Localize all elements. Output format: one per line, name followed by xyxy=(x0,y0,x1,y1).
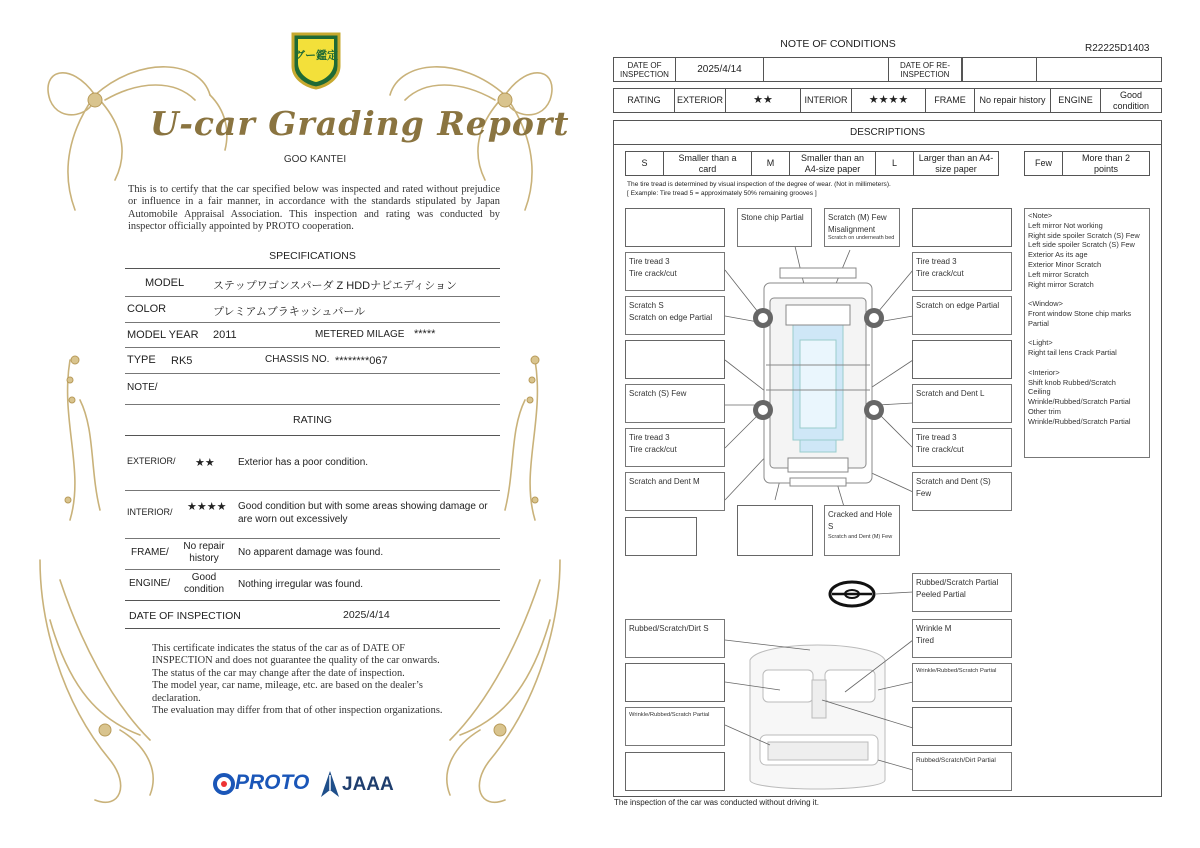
legend-few-desc: More than 2 points xyxy=(1062,151,1150,176)
report-subtitle: GOO KANTEI xyxy=(283,154,347,165)
box-rubbed-dirt-s: Rubbed/Scratch/Dirt S xyxy=(625,619,725,658)
box-line: Tired xyxy=(916,635,934,645)
condition-box-empty xyxy=(912,707,1012,746)
box-scratch-dent-l: Scratch and Dent L xyxy=(912,384,1012,423)
proto-logo-text: PROTO xyxy=(235,771,310,794)
engine-value: Good condition xyxy=(1100,88,1162,113)
note-line: <Interior> xyxy=(1028,367,1060,377)
footer-line: The model year, car name, mileage, etc. are based on the dealer’s xyxy=(152,680,423,692)
chassis-label: CHASSIS NO. xyxy=(265,354,330,365)
rating-exterior-row xyxy=(125,436,500,491)
note-line: Left side spoiler Scratch (S) Few xyxy=(1028,240,1135,250)
footer-line: The status of the car may change after the date of inspection. xyxy=(152,667,405,679)
box-line: Tire crack/cut xyxy=(629,444,677,454)
box-line: Peeled Partial xyxy=(916,589,966,599)
badge-text: グー鑑定 xyxy=(294,50,338,62)
jaaa-logo-text: JAAA xyxy=(342,774,394,795)
legend-s-desc: Smaller than a card xyxy=(663,151,752,176)
tire-note-line: [ Example: Tire tread 5 = approximately 50% remaining grooves ] xyxy=(627,190,817,197)
descriptions-heading: DESCRIPTIONS xyxy=(613,120,1162,145)
note-spacer xyxy=(1028,358,1146,368)
legend-s: S xyxy=(625,151,664,176)
box-tire-rear-right xyxy=(912,428,1012,467)
box-scratch-dent-m: Scratch and Dent M xyxy=(625,472,725,511)
interior-label: INTERIOR xyxy=(800,88,852,113)
certify-paragraph: This is to certify that the car specified below was inspected and rated without prejudice or influence in a fair manner, in accordance with the standards stipulated by Japan Automobile Appraisal Association. This inspection and rating was conducted by inspector officially appointed by PROTO cooperation. xyxy=(128,184,500,233)
box-tire-front-left xyxy=(625,252,725,291)
spec-type-row xyxy=(125,347,500,374)
rating-label: RATING xyxy=(613,88,675,113)
box-line: Scratch on edge Partial xyxy=(629,312,713,322)
note-line: Left mirror Not working xyxy=(1028,220,1103,230)
type-value: RK5 xyxy=(171,355,193,367)
exterior-label: EXTERIOR/ xyxy=(127,456,176,466)
box-wrinkle-left: Wrinkle/Rubbed/Scratch Partial xyxy=(625,707,725,746)
model-label: MODEL xyxy=(145,277,185,289)
notes-title: NOTE OF CONDITIONS xyxy=(780,38,896,50)
note-line: Shift knob Rubbed/Scratch xyxy=(1028,377,1116,387)
rating-frame-row xyxy=(125,538,500,570)
note-line: Right side spoiler Scratch (S) Few xyxy=(1028,230,1140,240)
condition-box-empty xyxy=(912,340,1012,379)
note-line: <Window> xyxy=(1028,299,1063,309)
note-label: NOTE/ xyxy=(127,382,158,393)
legend-few: Few xyxy=(1024,151,1063,176)
footer-line: INSPECTION and does not guarantee the quality of the car onwards. xyxy=(152,655,440,667)
box-misalignment xyxy=(824,208,900,247)
interior-label: INTERIOR/ xyxy=(127,507,173,517)
date-of-inspection-row xyxy=(125,601,500,629)
date-inspection-label: DATE OF INSPECTION xyxy=(613,57,676,82)
note-spacer xyxy=(1028,329,1146,339)
type-label: TYPE xyxy=(127,354,156,366)
tire-note-line: The tire tread is determined by visual inspection of the degree of wear. (Not in millimeters). xyxy=(627,181,891,188)
re-inspection-label: DATE OF RE-INSPECTION xyxy=(888,57,962,82)
box-line: Scratch S xyxy=(629,301,664,310)
rating-heading: RATING xyxy=(293,414,332,426)
footer-line: declaration. xyxy=(152,692,201,704)
exterior-value: ★★ xyxy=(725,88,801,113)
exterior-desc: Exterior has a poor condition. xyxy=(238,457,369,468)
note-line: Left mirror Scratch xyxy=(1028,269,1089,279)
spec-note-row xyxy=(125,373,500,405)
metered-label: METERED MILAGE xyxy=(315,329,405,340)
date-label: DATE OF INSPECTION xyxy=(129,610,241,622)
condition-box-empty xyxy=(625,752,725,791)
chassis-value: ********067 xyxy=(335,355,388,367)
jaaa-mark-icon xyxy=(320,770,340,798)
model-value: ステップワゴンスパーダ Z HDDナビエディション xyxy=(213,280,458,292)
note-panel xyxy=(1024,208,1150,458)
frame-value: No repair history xyxy=(183,541,225,564)
note-of-conditions xyxy=(600,0,1200,848)
inspection-footer: The inspection of the car was conducted without driving it. xyxy=(614,798,819,807)
condition-box-empty xyxy=(625,208,725,247)
note-line: Other trim xyxy=(1028,406,1061,416)
box-line: Tire crack/cut xyxy=(629,268,677,278)
report-title: U-car Grading Report xyxy=(150,104,570,143)
box-small-line: Scratch and Dent (M) Few xyxy=(828,534,893,540)
frame-value: No repair history xyxy=(974,88,1051,113)
interior-stars: ★★★★ xyxy=(187,501,227,513)
box-tire-rear-left xyxy=(625,428,725,467)
legend-l-desc: Larger than an A4-size paper xyxy=(913,151,999,176)
rating-engine-row xyxy=(125,569,500,601)
note-line: <Light> xyxy=(1028,338,1053,348)
engine-label: ENGINE xyxy=(1050,88,1101,113)
condition-box-empty xyxy=(737,505,813,556)
engine-desc: Nothing irregular was found. xyxy=(238,579,364,590)
note-line: Exterior As its age xyxy=(1028,250,1088,260)
box-small-line: Scratch on underneath bed xyxy=(828,235,895,241)
note-line: <Note> xyxy=(1028,211,1053,220)
box-stone-chip: Stone chip Partial xyxy=(737,208,812,247)
engine-label: ENGINE/ xyxy=(129,578,171,589)
note-line: Right tail lens Crack Partial xyxy=(1028,348,1117,358)
box-rubbed-dirt-partial: Rubbed/Scratch/Dirt Partial xyxy=(912,752,1012,791)
frame-label: FRAME/ xyxy=(131,547,169,558)
box-line: Cracked and Hole S xyxy=(828,510,893,531)
note-line: Ceiling xyxy=(1028,387,1051,397)
specifications-heading: SPECIFICATIONS xyxy=(269,250,356,262)
box-tire-front-right xyxy=(912,252,1012,291)
box-scratch-dent-s-few: Scratch and Dent (S) Few xyxy=(912,472,1012,511)
reference-number: R22225D1403 xyxy=(1085,43,1150,54)
condition-box-empty xyxy=(625,340,725,379)
engine-value: Good condition xyxy=(183,572,225,595)
box-scratch-s xyxy=(625,296,725,335)
interior-value: ★★★★ xyxy=(851,88,926,113)
footer-line: The evaluation may differ from that of other inspection organizations. xyxy=(152,705,443,717)
condition-box-empty xyxy=(625,517,697,556)
interior-desc: Good condition but with some areas showing damage or are worn out excessively xyxy=(238,501,488,525)
model-year-label: MODEL YEAR xyxy=(127,329,199,341)
frame-desc: No apparent damage was found. xyxy=(238,547,384,558)
box-line: Tire tread 3 xyxy=(916,433,957,442)
box-line: Scratch (M) Few xyxy=(828,213,887,222)
spec-year-row xyxy=(125,322,500,348)
box-wrinkle-right: Wrinkle/Rubbed/Scratch Partial xyxy=(912,663,1012,702)
note-line: Wrinkle/Rubbed/Scratch Partial xyxy=(1028,397,1131,407)
box-line: Tire tread 3 xyxy=(916,257,957,266)
model-year-value: 2011 xyxy=(213,329,237,341)
exterior-stars: ★★ xyxy=(195,457,215,469)
condition-box-empty xyxy=(912,208,1012,247)
box-line: Tire tread 3 xyxy=(629,433,670,442)
legend-m-desc: Smaller than an A4-size paper xyxy=(789,151,876,176)
box-scratch-few: Scratch (S) Few xyxy=(625,384,725,423)
goo-kantei-badge xyxy=(289,30,343,90)
legend-l: L xyxy=(875,151,914,176)
rating-interior-row xyxy=(125,490,500,539)
note-line: Wrinkle/Rubbed/Scratch Partial xyxy=(1028,416,1131,426)
box-scratch-edge-right: Scratch on edge Partial xyxy=(912,296,1012,335)
exterior-label: EXTERIOR xyxy=(674,88,726,113)
note-line: Right mirror Scratch xyxy=(1028,279,1094,289)
spec-model-row xyxy=(125,269,500,297)
proto-mark-icon xyxy=(213,772,235,796)
note-spacer xyxy=(1028,289,1146,299)
box-line: Tire crack/cut xyxy=(916,444,964,454)
condition-box-empty xyxy=(625,663,725,702)
box-line: Tire crack/cut xyxy=(916,268,964,278)
box-steering xyxy=(912,573,1012,612)
note-line: Front window Stone chip marks Partial xyxy=(1028,308,1132,328)
certificate-footer xyxy=(152,643,492,717)
footer-line: This certificate indicates the status of the car as of DATE OF xyxy=(152,643,406,654)
box-line: Wrinkle M xyxy=(916,624,952,633)
box-cracked-hole xyxy=(824,505,900,556)
metered-value: ***** xyxy=(414,328,436,340)
box-line: Misalignment xyxy=(828,224,876,234)
date-value: 2025/4/14 xyxy=(343,609,390,621)
color-label: COLOR xyxy=(127,303,167,315)
steering-wheel-icon xyxy=(830,582,874,606)
box-wrinkle-m xyxy=(912,619,1012,658)
box-line: Tire tread 3 xyxy=(629,257,670,266)
color-value: プレミアムブラキッシュパール xyxy=(213,306,366,318)
spec-color-row xyxy=(125,296,500,323)
legend-m: M xyxy=(751,151,790,176)
date-inspection-value: 2025/4/14 xyxy=(675,57,764,82)
box-line: Rubbed/Scratch Partial xyxy=(916,578,999,587)
note-line: Exterior Minor Scratch xyxy=(1028,259,1102,269)
frame-label: FRAME xyxy=(925,88,975,113)
